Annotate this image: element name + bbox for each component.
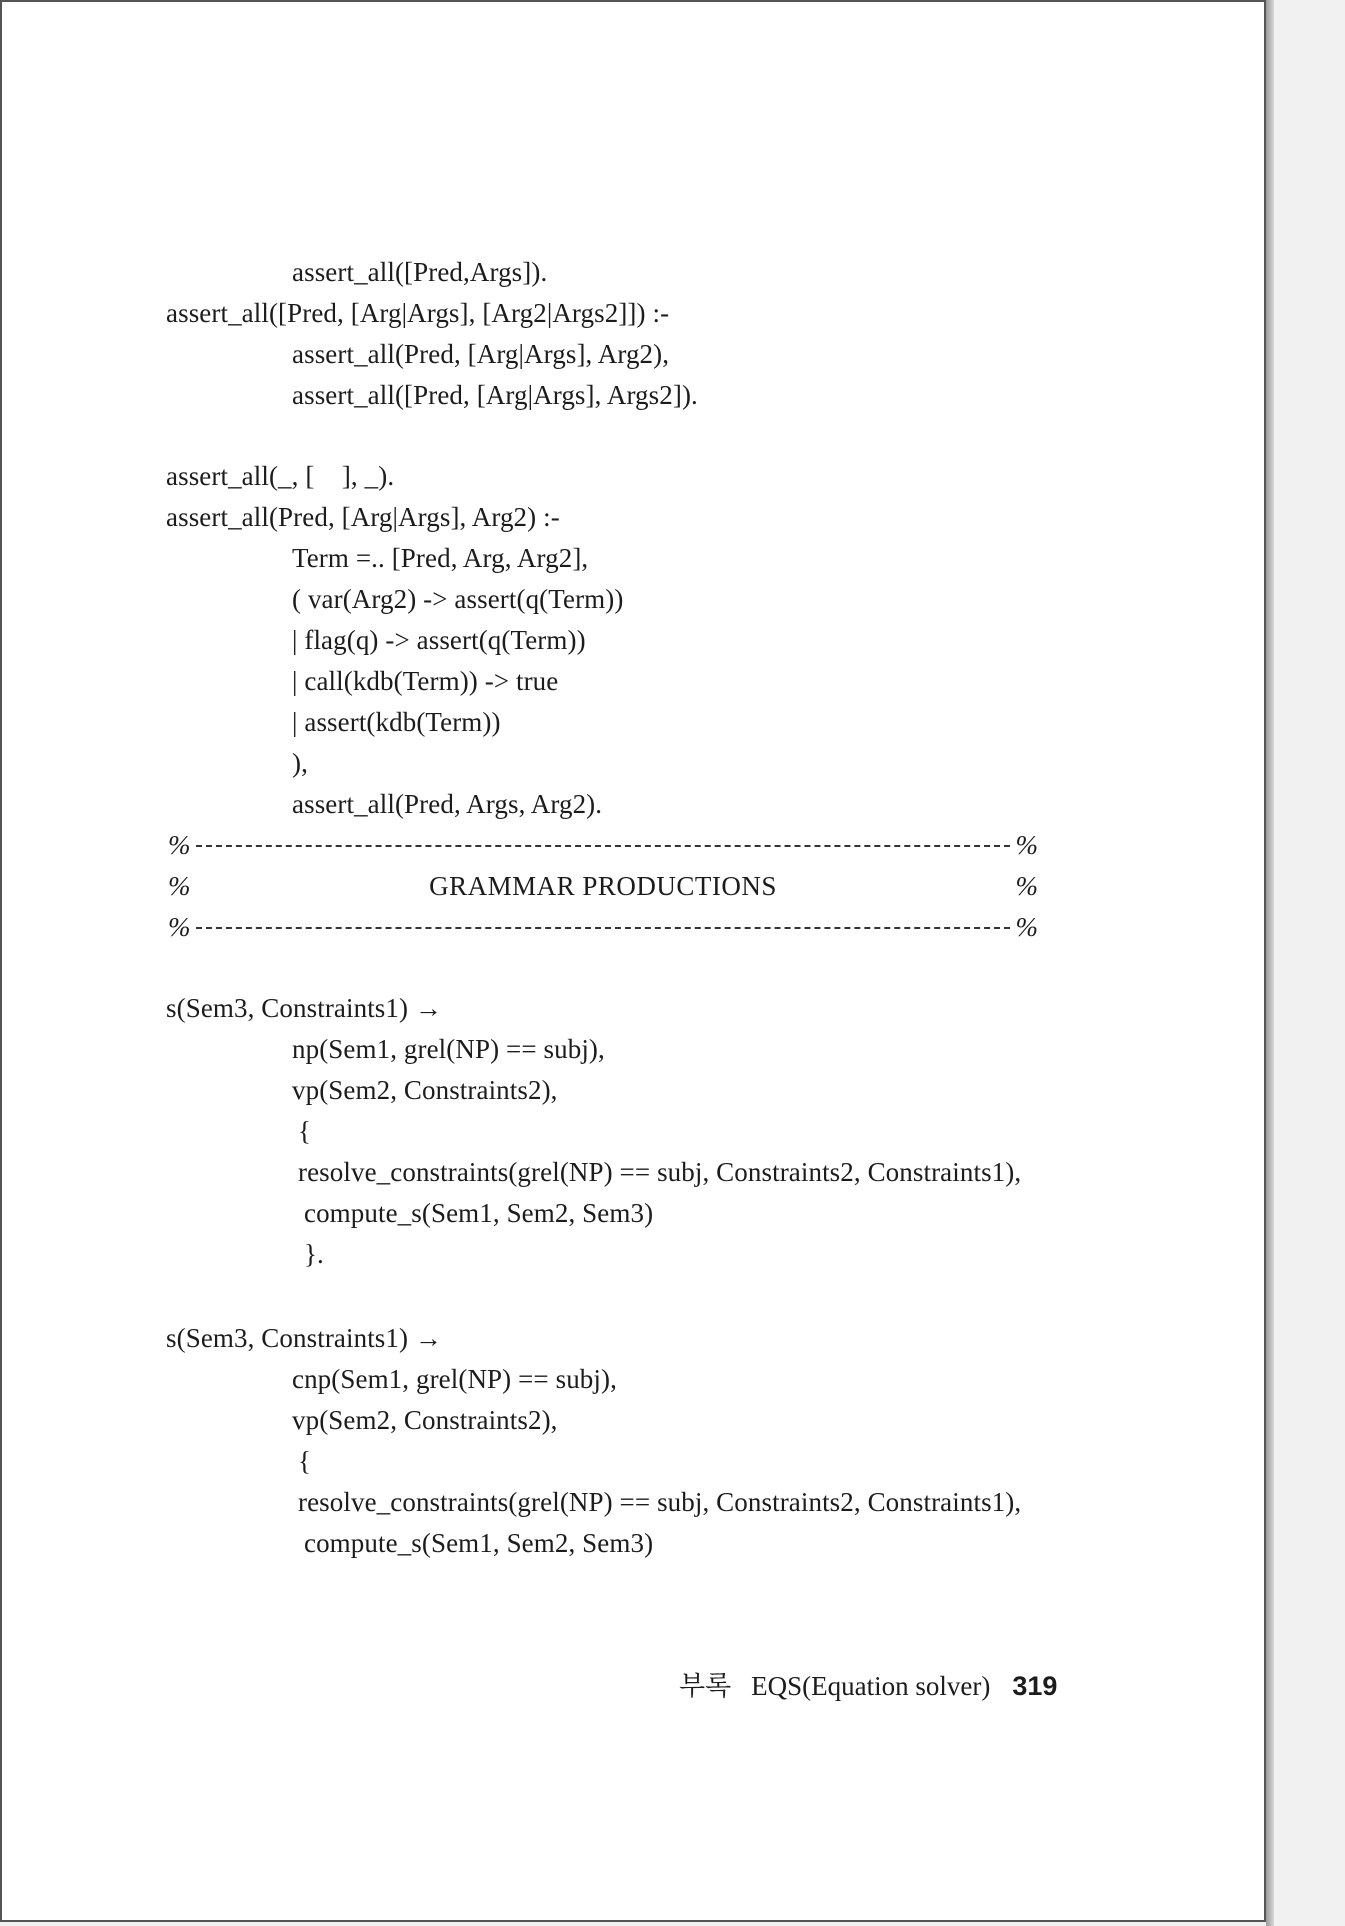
code-line: assert_all([Pred, [Arg|Args], Args2]). (292, 380, 698, 410)
percent-sign: % (168, 912, 191, 942)
page-footer (652, 1638, 1057, 1735)
code-line: resolve_constraints(grel(NP) == subj, Constraints2, Constraints1), (298, 1157, 1022, 1187)
code-line: resolve_constraints(grel(NP) == subj, Constraints2, Constraints1), (298, 1487, 1022, 1517)
code-line: assert_all([Pred, [Arg|Args], [Arg2|Args2]]) :- (166, 298, 670, 328)
code-line: assert_all(Pred, Args, Arg2). (292, 789, 603, 819)
code-line: }. (304, 1239, 324, 1269)
code-line: | call(kdb(Term)) -> true (292, 666, 559, 696)
code-line: assert_all(Pred, [Arg|Args], Arg2), (292, 339, 670, 369)
code-line: assert_all([Pred,Args]). (292, 257, 548, 287)
code-line: | assert(kdb(Term)) (292, 707, 501, 737)
code-line: compute_s(Sem1, Sem2, Sem3) (304, 1528, 654, 1558)
code-line: ), (292, 748, 308, 778)
percent-sign: % (1015, 912, 1038, 942)
separator-rule-top (168, 829, 1038, 861)
percent-sign: % (168, 871, 191, 901)
page-number: 319 (1012, 1671, 1058, 1701)
code-line: assert_all(Pred, [Arg|Args], Arg2) :- (166, 502, 560, 532)
separator-rule-bottom (168, 911, 1038, 943)
page-edge-shadow (1266, 0, 1274, 1926)
dashed-rule (196, 845, 1010, 847)
percent-sign: % (1015, 830, 1038, 860)
footer-title: EQS(Equation solver) (751, 1671, 991, 1701)
code-line: vp(Sem2, Constraints2), (292, 1405, 558, 1435)
footer-section: 부록 (679, 1671, 732, 1702)
code-line: { (298, 1446, 312, 1476)
section-heading: GRAMMAR PRODUCTIONS (429, 871, 777, 901)
code-line: s(Sem3, Constraints1) → (166, 993, 443, 1023)
percent-sign: % (168, 830, 191, 860)
percent-sign: % (1015, 871, 1038, 901)
code-line: vp(Sem2, Constraints2), (292, 1075, 558, 1105)
code-line: s(Sem3, Constraints1) → (166, 1323, 443, 1353)
dashed-rule (196, 927, 1010, 929)
code-line: compute_s(Sem1, Sem2, Sem3) (304, 1198, 654, 1228)
code-line: np(Sem1, grel(NP) == subj), (292, 1034, 605, 1064)
section-heading-row (168, 870, 1038, 902)
code-line: | flag(q) -> assert(q(Term)) (292, 625, 586, 655)
code-line: Term =.. [Pred, Arg, Arg2], (292, 543, 589, 573)
code-line: assert_all(_, [ ], _). (166, 461, 395, 491)
code-line: ( var(Arg2) -> assert(q(Term)) (292, 584, 624, 614)
code-line: { (298, 1116, 312, 1146)
code-line: cnp(Sem1, grel(NP) == subj), (292, 1364, 617, 1394)
